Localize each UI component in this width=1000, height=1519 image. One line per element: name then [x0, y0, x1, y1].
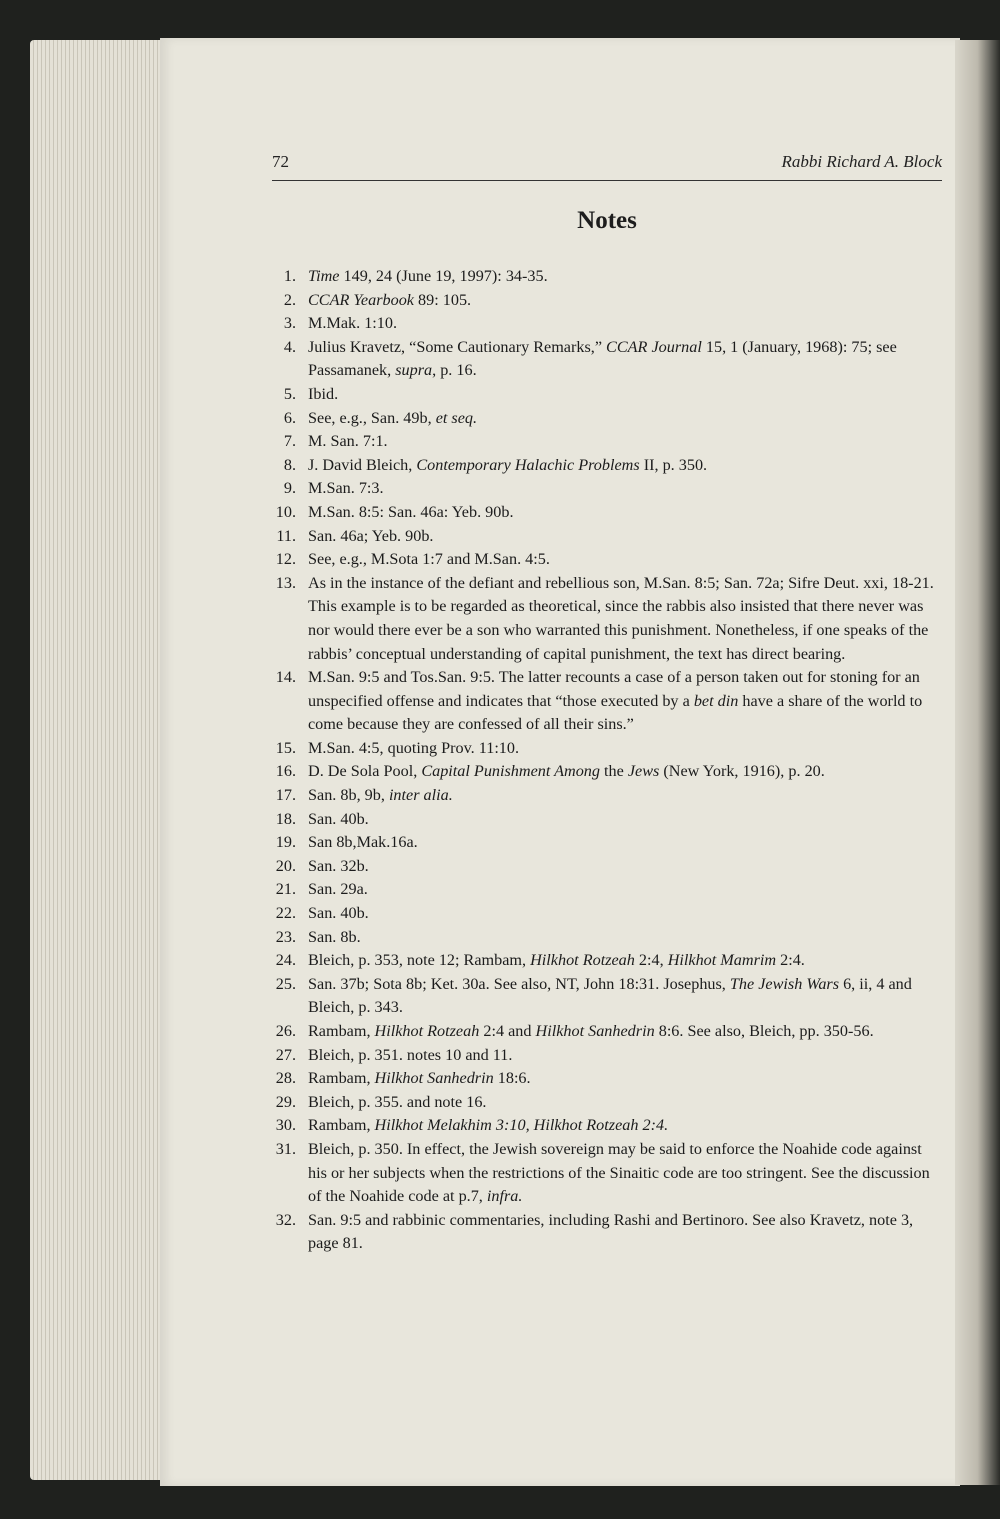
note-text-italic: Hilkhot Sanhedrin [374, 1069, 494, 1088]
note-number: 27. [275, 1045, 296, 1064]
note-text-italic: Contemporary Halachic Problems [416, 455, 640, 474]
note-text [308, 1022, 874, 1040]
note-item [272, 407, 942, 431]
note-text [308, 527, 433, 545]
note-item [272, 1044, 942, 1068]
note-item [272, 831, 942, 855]
note-text-run: 18:6. [493, 1069, 531, 1088]
page-title: Notes [577, 207, 637, 234]
running-head: Rabbi Richard A. Block [781, 152, 942, 171]
note-number: 22. [275, 904, 296, 923]
note-text [308, 503, 514, 521]
note-text-italic: CCAR Journal [606, 337, 702, 356]
note-text-italic: Hilkhot Melakhim 3:10, Hilkhot Rotzeah 2:4. [374, 1116, 669, 1135]
note-number: 11. [276, 526, 296, 545]
note-text [308, 409, 477, 427]
note-item [272, 454, 942, 478]
note-number: 24. [275, 951, 296, 970]
note-text-run: 89: 105. [413, 290, 472, 309]
note-text-italic: Hilkhot Mamrim [667, 951, 777, 970]
note-text-italic: Jews [627, 762, 660, 781]
note-text [308, 880, 368, 898]
page-number: 72 [272, 152, 289, 171]
note-item [272, 784, 942, 808]
note-text [308, 975, 912, 1017]
note-text-run: See, e.g., M.Sota 1:7 and M.San. 4:5. [308, 550, 550, 569]
note-text-italic: et seq. [435, 408, 478, 427]
note-text [308, 1140, 930, 1205]
note-text [308, 904, 369, 922]
note-text-run: Julius Kravetz, “Some Cautionary Remarks,” [308, 337, 607, 356]
note-number: 3. [283, 314, 296, 333]
note-text [308, 762, 825, 780]
note-text-italic: The Jewish Wars [729, 974, 840, 993]
note-item [272, 312, 942, 336]
note-number: 31. [275, 1139, 296, 1158]
note-text [308, 1211, 913, 1253]
note-text-italic: CCAR Yearbook [308, 290, 414, 309]
notes-list [272, 265, 942, 1256]
note-item [272, 477, 942, 501]
note-number: 4. [283, 337, 296, 356]
note-number: 21. [275, 880, 296, 899]
note-item [272, 525, 942, 549]
note-number: 16. [275, 762, 296, 781]
note-text [308, 267, 548, 285]
note-number: 8. [283, 455, 296, 474]
note-text-run: 2:4 and [479, 1022, 536, 1040]
note-text [308, 1116, 668, 1134]
note-text [308, 833, 418, 851]
note-text-italic: supra [395, 361, 433, 380]
note-number: 29. [275, 1092, 296, 1111]
note-text-run: 149, 24 (June 19, 1997): 34-35. [339, 267, 548, 285]
note-item [272, 926, 942, 950]
note-item [272, 1138, 942, 1209]
note-item [272, 501, 942, 525]
note-text [308, 432, 388, 450]
note-text-run: San. 8b. [308, 927, 361, 946]
note-text-run: San. 46a; Yeb. 90b. [308, 526, 434, 545]
note-text-run: the [599, 762, 628, 781]
note-text-run: M.San. 4:5, quoting Prov. 11:10. [308, 738, 520, 757]
note-text [308, 338, 897, 380]
note-item [272, 289, 942, 313]
note-number: 5. [283, 384, 296, 403]
note-text-run: San. 40b. [308, 904, 369, 923]
note-number: 6. [283, 408, 296, 427]
note-text [308, 668, 922, 733]
note-text [308, 385, 338, 403]
note-item [272, 949, 942, 973]
note-text-run: J. David Bleich, [308, 455, 417, 474]
note-text [308, 314, 397, 332]
note-text-run: M. San. 7:1. [308, 432, 388, 451]
note-item [272, 430, 942, 454]
note-text [308, 291, 471, 309]
note-text-run: D. De Sola Pool, [308, 762, 422, 781]
note-text-run: San. 8b, 9b, [308, 786, 389, 805]
note-text-run: See, e.g., San. 49b, [308, 408, 436, 427]
note-text [308, 456, 707, 474]
note-item [272, 1067, 942, 1091]
note-item [272, 265, 942, 289]
note-text-run: San. 29a. [308, 880, 368, 899]
note-text-run: M.San. 7:3. [308, 479, 384, 498]
note-text-run: 8:6. See also, Bleich, pp. 350-56. [654, 1022, 874, 1040]
note-text-run: 2:4. [776, 951, 805, 970]
note-number: 30. [275, 1116, 296, 1135]
note-number: 25. [275, 974, 296, 993]
note-text-run: San. 40b. [308, 809, 369, 828]
note-number: 32. [275, 1210, 296, 1229]
note-number: 19. [275, 833, 296, 852]
note-text-italic: bet din [693, 691, 739, 710]
note-text [308, 951, 805, 969]
note-text [308, 479, 384, 497]
page-stack-edges [30, 40, 170, 1480]
note-number: 2. [283, 290, 296, 309]
note-text-run: San. 9:5 and rabbinic commentaries, including Rashi and Bertinoro. See also Kravetz, note 3, page 81. [308, 1210, 914, 1253]
note-item [272, 383, 942, 407]
note-text-run: Ibid. [308, 384, 339, 403]
note-item [272, 1209, 942, 1256]
note-text-run: have a share of the world to come because they are confessed of all their sins.” [308, 691, 923, 734]
note-item [272, 1114, 942, 1138]
note-text [308, 857, 369, 875]
note-text-run: Bleich, p. 355. and note 16. [308, 1092, 487, 1111]
note-text-run: 15, 1 (January, 1968): 75; see Passamanek, [308, 337, 897, 380]
note-number: 10. [275, 502, 296, 521]
note-text-run: San 8b,Mak.16a. [308, 833, 418, 852]
note-text [308, 1069, 531, 1087]
facing-page-edge [955, 40, 1000, 1485]
note-item [272, 737, 942, 761]
note-text-run: (New York, 1916), p. 20. [659, 762, 825, 781]
note-number: 18. [275, 809, 296, 828]
note-text-run: Rambam, [308, 1069, 375, 1088]
note-item [272, 1091, 942, 1115]
note-number: 28. [275, 1069, 296, 1088]
note-text [308, 786, 453, 804]
note-text-run: M.San. 9:5 and Tos.San. 9:5. The latter recounts a case of a person taken out for stoning for an unspecified offense and indicates that “those executed by a [308, 668, 920, 710]
note-item [272, 572, 942, 666]
note-number: 23. [275, 927, 296, 946]
note-number: 15. [275, 738, 296, 757]
note-item [272, 878, 942, 902]
note-item [272, 902, 942, 926]
note-text-run: Bleich, p. 351. notes 10 and 11. [308, 1045, 513, 1064]
note-item [272, 808, 942, 832]
note-text-italic: infra. [486, 1187, 523, 1206]
note-text-italic: Capital Punishment Among [421, 762, 600, 781]
note-number: 9. [283, 479, 296, 498]
note-text [308, 574, 934, 663]
note-number: 14. [275, 668, 296, 687]
note-text-run: Bleich, p. 353, note 12; Rambam, [308, 951, 531, 970]
note-text [308, 1046, 512, 1064]
note-item [272, 760, 942, 784]
note-text-run: M.Mak. 1:10. [308, 314, 398, 333]
note-number: 12. [275, 550, 296, 569]
note-text-run: Rambam, [308, 1022, 375, 1040]
note-text-run: San. 32b. [308, 856, 369, 875]
note-text-italic: Time [308, 267, 340, 285]
note-text-run: Rambam, [308, 1116, 375, 1135]
note-number: 1. [283, 267, 296, 285]
note-item [272, 855, 942, 879]
note-text-run: 6, ii, 4 and Bleich, p. 343. [308, 974, 912, 1017]
note-number: 7. [283, 432, 296, 451]
note-number: 20. [275, 856, 296, 875]
note-text [308, 550, 550, 568]
note-text [308, 739, 519, 757]
note-text-run: M.San. 8:5: San. 46a: Yeb. 90b. [308, 502, 514, 521]
note-text-run: San. 37b; Sota 8b; Ket. 30a. See also, NT, John 18:31. Josephus, [308, 974, 730, 993]
note-text-run: 2:4, [634, 951, 668, 970]
note-text-run: As in the instance of the defiant and rebellious son, M.San. 8:5; San. 72a; Sifre Deut. xxi, 18-21. This example is to be regarded as theoretical, since the rabbis also insisted that there never was nor would there ever be a son who warranted this punishment. Nonetheless, if one speaks of the rabbis’ conceptual understanding of capital punishment, the text has direct bearing. [308, 573, 934, 663]
note-text-italic: Hilkhot Rotzeah [374, 1022, 480, 1040]
note-item [272, 666, 942, 737]
note-item [272, 336, 942, 383]
note-text [308, 928, 361, 946]
note-number: 13. [275, 573, 296, 592]
note-text [308, 810, 369, 828]
note-text-run: Bleich, p. 350. In effect, the Jewish sovereign may be said to enforce the Noahide code against his or her subjects when the restrictions of the Sinaitic code are too stringent. See the discussion of the Noahide code at p.7, [308, 1139, 930, 1206]
note-number: 26. [275, 1022, 296, 1040]
note-text [308, 1093, 486, 1111]
note-item [272, 973, 942, 1020]
note-text-italic: inter alia. [388, 786, 453, 805]
note-number: 17. [275, 786, 296, 805]
note-item [272, 1020, 942, 1044]
note-text-run: II, p. 350. [639, 455, 708, 474]
running-header [272, 150, 942, 181]
note-text-italic: Hilkhot Rotzeah [530, 951, 635, 970]
note-text-run: , p. 16. [432, 361, 477, 380]
note-item [272, 548, 942, 572]
note-text-italic: Hilkhot Sanhedrin [535, 1022, 655, 1040]
